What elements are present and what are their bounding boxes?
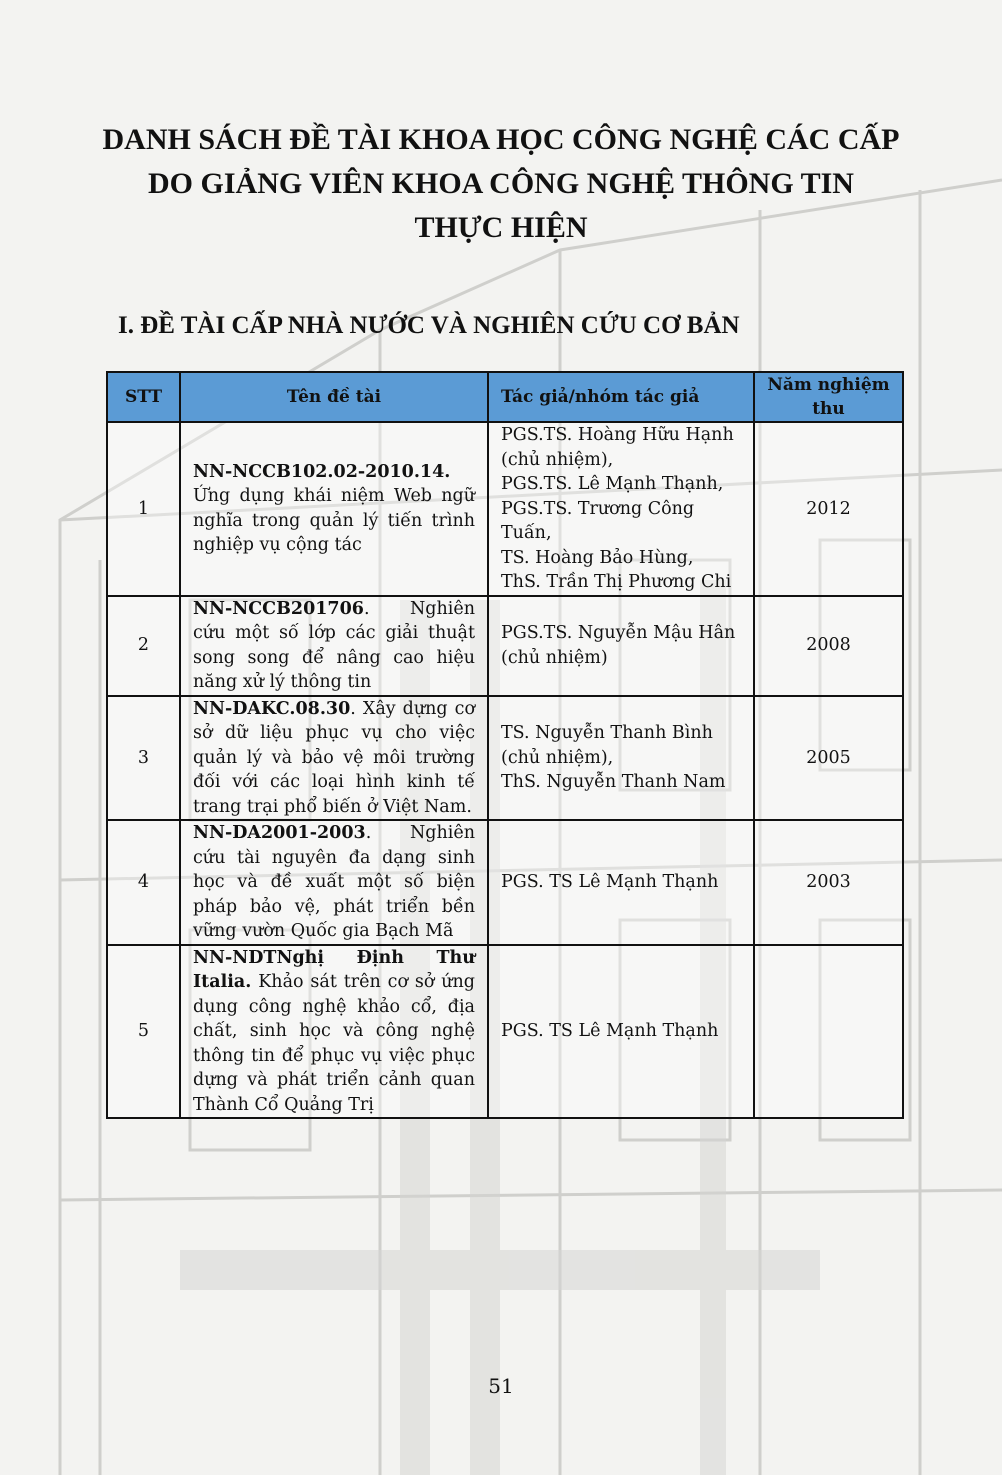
row-title bbox=[180, 596, 488, 696]
title-line-2: DO GIẢNG VIÊN KHOA CÔNG NGHỆ THÔNG TIN bbox=[148, 167, 854, 200]
row-year: 2003 bbox=[754, 820, 903, 945]
author-line: PGS. TS Lê Mạnh Thạnh bbox=[501, 872, 719, 892]
author-line: TS. Hoàng Bảo Hùng, bbox=[501, 547, 694, 568]
row-stt: 5 bbox=[107, 945, 180, 1119]
project-code: NN-DAKC.08.30 bbox=[193, 698, 351, 719]
project-name: . Nghiên cứu tài nguyên đa dạng sinh học và đề xuất một số biện pháp bảo vệ, phát triển bền vững vườn Quốc gia Bạch Mã bbox=[193, 823, 475, 941]
row-year bbox=[754, 945, 903, 1119]
project-name: . Nghiên cứu một số lớp các giải thuật song song để nâng cao hiệu năng xử lý thông tin bbox=[193, 598, 475, 692]
row-stt: 1 bbox=[107, 422, 180, 596]
author-line: (chủ nhiệm), bbox=[501, 747, 614, 768]
row-authors bbox=[488, 596, 754, 696]
row-year: 2005 bbox=[754, 696, 903, 821]
author-line: ThS. Nguyễn Thanh Nam bbox=[501, 772, 726, 792]
row-authors bbox=[488, 422, 754, 596]
page-number: 51 bbox=[488, 1374, 514, 1398]
author-line: (chủ nhiệm) bbox=[501, 647, 608, 668]
document-title bbox=[60, 118, 942, 250]
projects-table bbox=[106, 371, 904, 1119]
table-row bbox=[107, 696, 903, 821]
author-line: PGS. TS Lê Mạnh Thạnh bbox=[501, 1021, 719, 1041]
author-line: TS. Nguyễn Thanh Bình bbox=[501, 723, 713, 743]
row-title bbox=[180, 945, 488, 1119]
author-line: ThS. Trần Thị Phương Chi bbox=[501, 572, 732, 592]
table-header-row bbox=[107, 372, 903, 422]
row-authors bbox=[488, 696, 754, 821]
row-stt: 4 bbox=[107, 820, 180, 945]
project-code: NN-NDTNghị Định Thư Italia. bbox=[193, 947, 475, 992]
project-code: NN-DA2001-2003 bbox=[193, 823, 366, 843]
row-stt: 3 bbox=[107, 696, 180, 821]
header-stt: STT bbox=[107, 372, 180, 422]
row-title bbox=[180, 696, 488, 821]
author-line: PGS.TS. Lê Mạnh Thạnh, bbox=[501, 474, 724, 494]
row-title bbox=[180, 422, 488, 596]
author-line: PGS.TS. Trương Công bbox=[501, 498, 695, 519]
project-name: . Xây dựng cơ sở dữ liệu phục vụ cho việc quản lý và bảo vệ môi trường đối với các loại hình kinh tế trang trại phổ biến ở Việt Nam. bbox=[193, 698, 475, 817]
header-year: Năm nghiệm thu bbox=[754, 372, 903, 422]
project-name: Khảo sát trên cơ sở ứng dụng công nghệ khảo cổ, địa chất, sinh học và công nghệ thông tin để phục vụ việc phục dựng và phát triển cảnh quan Thành Cổ Quảng Trị bbox=[193, 972, 475, 1115]
header-authors: Tác giả/nhóm tác giả bbox=[488, 372, 754, 422]
table-row bbox=[107, 596, 903, 696]
row-year: 2008 bbox=[754, 596, 903, 696]
project-name: Ứng dụng khái niệm Web ngữ nghĩa trong quản lý tiến trình nghiệp vụ cộng tác bbox=[193, 486, 475, 556]
row-title bbox=[180, 820, 488, 945]
table-row bbox=[107, 422, 903, 596]
title-line-3: THỰC HIỆN bbox=[414, 211, 588, 244]
row-authors bbox=[488, 820, 754, 945]
title-line-1: DANH SÁCH ĐỀ TÀI KHOA HỌC CÔNG NGHỆ CÁC CẤP bbox=[102, 123, 900, 156]
author-line: PGS.TS. Hoàng Hữu Hạnh bbox=[501, 425, 734, 445]
header-title: Tên đề tài bbox=[180, 372, 488, 422]
row-authors bbox=[488, 945, 754, 1119]
project-code: NN-NCCB102.02-2010.14. bbox=[193, 461, 451, 482]
table-row bbox=[107, 820, 903, 945]
project-code: NN-NCCB201706 bbox=[193, 598, 364, 619]
section-heading: I. ĐỀ TÀI CẤP NHÀ NƯỚC VÀ NGHIÊN CỨU CƠ BẢN bbox=[118, 312, 740, 339]
author-line: PGS.TS. Nguyễn Mậu Hân bbox=[501, 623, 736, 643]
author-line: Tuấn, bbox=[501, 523, 552, 543]
row-stt: 2 bbox=[107, 596, 180, 696]
author-line: (chủ nhiệm), bbox=[501, 449, 614, 470]
table-row bbox=[107, 945, 903, 1119]
row-year: 2012 bbox=[754, 422, 903, 596]
